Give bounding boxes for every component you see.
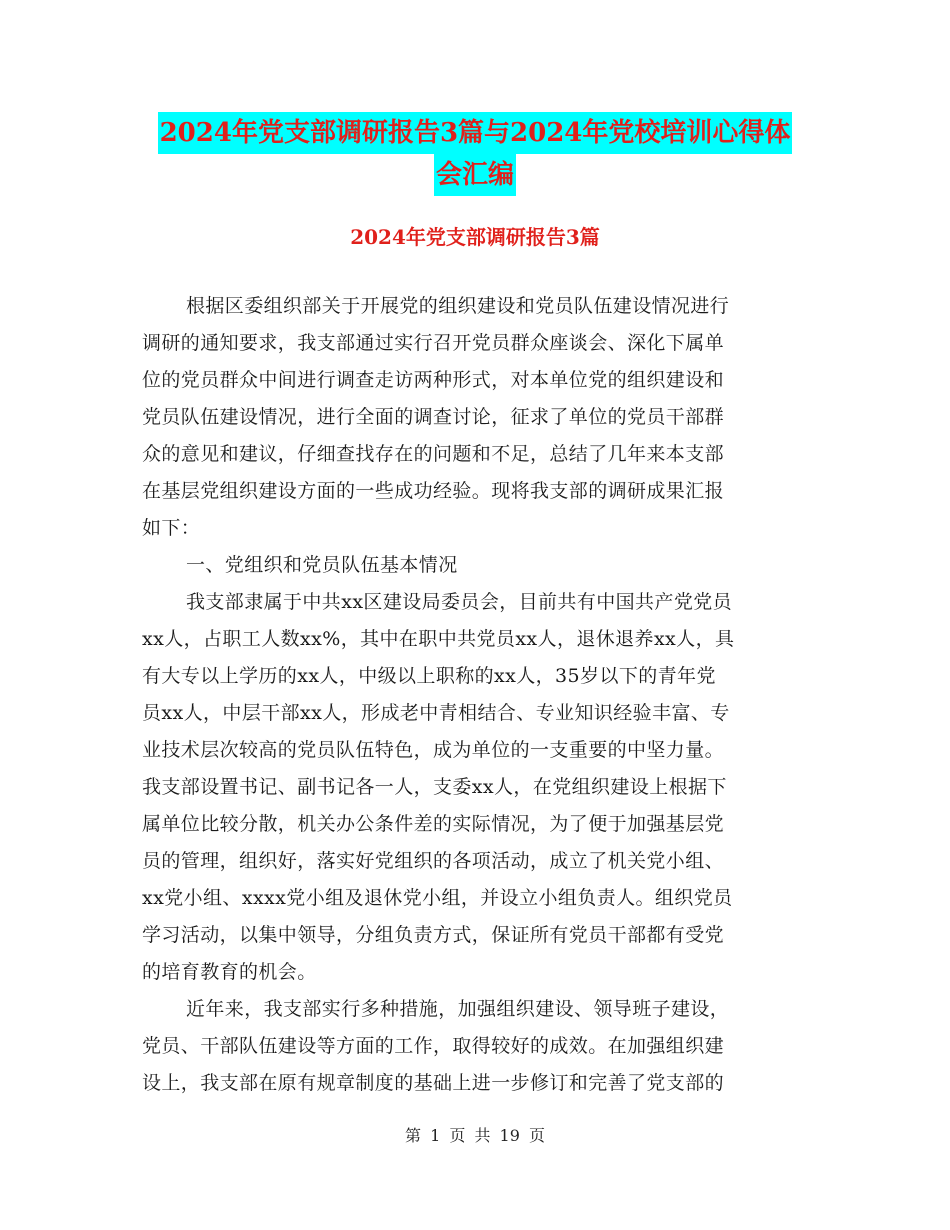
paragraph-line: 位的党员群众中间进行调查走访两种形式，对本单位党的组织建设和	[142, 369, 725, 391]
paragraph-line: 我支部设置书记、副书记各一人，支委xx人，在党组织建设上根据下	[142, 776, 727, 798]
subsection-heading: 一、党组织和党员队伍基本情况	[186, 554, 458, 576]
paragraph-line: 员的管理，组织好，落实好党组织的各项活动，成立了机关党小组、	[142, 850, 725, 872]
paragraph-line: 调研的通知要求，我支部通过实行召开党员群众座谈会、深化下属单	[142, 332, 725, 354]
paragraph-line: 属单位比较分散，机关办公条件差的实际情况，为了便于加强基层党	[142, 813, 725, 835]
paragraph-line: 学习活动，以集中领导，分组负责方式，保证所有党员干部都有受党	[142, 924, 725, 946]
paragraph-line: xx党小组、xxxx党小组及退休党小组，并设立小组负责人。组织党员	[142, 887, 733, 909]
paragraph-line: 根据区委组织部关于开展党的组织建设和党员队伍建设情况进行	[186, 295, 730, 317]
paragraph-line: 党员队伍建设情况，进行全面的调查讨论，征求了单位的党员干部群	[142, 406, 725, 428]
paragraph-line: xx人，占职工人数xx%，其中在职中共党员xx人，退休退养xx人，具	[142, 628, 735, 650]
paragraph-line: 员xx人，中层干部xx人，形成老中青相结合、专业知识经验丰富、专	[142, 702, 730, 724]
title-line-1: 2024年党支部调研报告3篇与2024年党校培训心得体	[158, 112, 793, 154]
paragraph-line: 我支部隶属于中共xx区建设局委员会，目前共有中国共产党党员	[186, 591, 733, 613]
title-line-2: 会汇编	[434, 154, 516, 196]
section-heading: 2024年党支部调研报告3篇	[350, 225, 600, 249]
paragraph-line: 设上，我支部在原有规章制度的基础上进一步修订和完善了党支部的	[142, 1072, 725, 1094]
paragraph-line: 业技术层次较高的党员队伍特色，成为单位的一支重要的中坚力量。	[142, 739, 725, 761]
paragraph-line: 党员、干部队伍建设等方面的工作，取得较好的成效。在加强组织建	[142, 1035, 725, 1057]
paragraph-line: 有大专以上学历的xx人，中级以上职称的xx人，35岁以下的青年党	[142, 665, 716, 687]
paragraph-line: 的培育教育的机会。	[142, 961, 317, 983]
body-text	[142, 288, 806, 1102]
paragraph-line: 众的意见和建议，仔细查找存在的问题和不足，总结了几年来本支部	[142, 443, 725, 465]
page-number-footer: 第 1 页 共 19 页	[405, 1126, 545, 1145]
paragraph-line: 在基层党组织建设方面的一些成功经验。现将我支部的调研成果汇报	[142, 480, 725, 502]
document-title	[140, 112, 810, 196]
paragraph-line: 近年来，我支部实行多种措施，加强组织建设、领导班子建设，	[186, 998, 730, 1020]
paragraph-line: 如下：	[142, 517, 201, 539]
